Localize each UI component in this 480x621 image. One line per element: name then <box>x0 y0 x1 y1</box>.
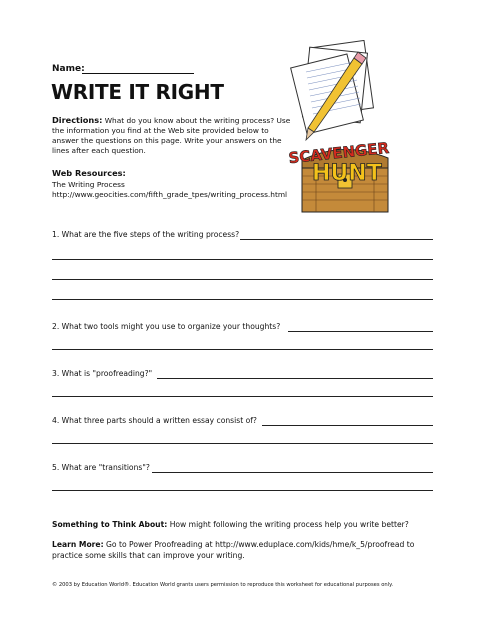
directions-label: Directions: <box>52 115 103 125</box>
copyright-notice: © 2003 by Education World®. Education World grants users permission to reproduce this worksheet for educational purposes only. <box>52 582 394 588</box>
question-4: 4. What three parts should a written essay consist of? <box>52 416 257 425</box>
directions <box>52 115 292 156</box>
question-1: 1. What are the five steps of the writing process? <box>52 230 240 239</box>
answer-line-3a[interactable] <box>157 378 433 379</box>
answer-line-4b[interactable] <box>52 443 433 444</box>
think-about-label: Something to Think About: <box>52 520 168 529</box>
answer-line-2a[interactable] <box>288 331 433 332</box>
answer-line-5b[interactable] <box>52 490 433 491</box>
question-2: 2. What two tools might you use to organize your thoughts? <box>52 322 281 331</box>
web-resource-title: The Writing Process <box>52 180 125 189</box>
think-about-text: How might following the writing process help you write better? <box>169 520 409 529</box>
answer-line-3b[interactable] <box>52 396 433 397</box>
answer-line-1a[interactable] <box>240 239 433 240</box>
answer-line-5a[interactable] <box>152 472 433 473</box>
learn-more-label: Learn More: <box>52 540 104 549</box>
web-resources-heading: Web Resources: <box>52 168 126 178</box>
logo-word-hunt: HUNT <box>312 161 382 186</box>
web-resource-item <box>52 180 292 200</box>
name-line[interactable] <box>82 73 194 74</box>
question-5: 5. What are "transitions"? <box>52 463 150 472</box>
answer-line-4a[interactable] <box>262 425 433 426</box>
name-label: Name: <box>52 64 85 74</box>
think-about <box>52 519 442 530</box>
web-resource-link[interactable]: http://www.geocities.com/fifth_grade_tpes/writing_process.html <box>52 190 288 199</box>
learn-more-text: Go to Power Proofreading at http://www.eduplace.com/kids/hme/k_5/proofread to practice some skills that can improve your writing. <box>52 540 415 560</box>
directions-text: What do you know about the writing process? Use the information you find at the Web site provided below to answer the questions on this page. Write your answers on the lines after each question. <box>52 116 291 155</box>
answer-line-2b[interactable] <box>52 349 433 350</box>
question-3: 3. What is "proofreading?" <box>52 369 153 378</box>
logo-word-scavenger: SCAVENGER <box>287 138 390 168</box>
scavenger-hunt-illustration <box>284 40 394 215</box>
page-title: WRITE IT RIGHT <box>51 80 224 104</box>
answer-line-1d[interactable] <box>52 299 433 300</box>
answer-line-1c[interactable] <box>52 279 433 280</box>
answer-line-1b[interactable] <box>52 259 433 260</box>
learn-more <box>52 539 442 561</box>
